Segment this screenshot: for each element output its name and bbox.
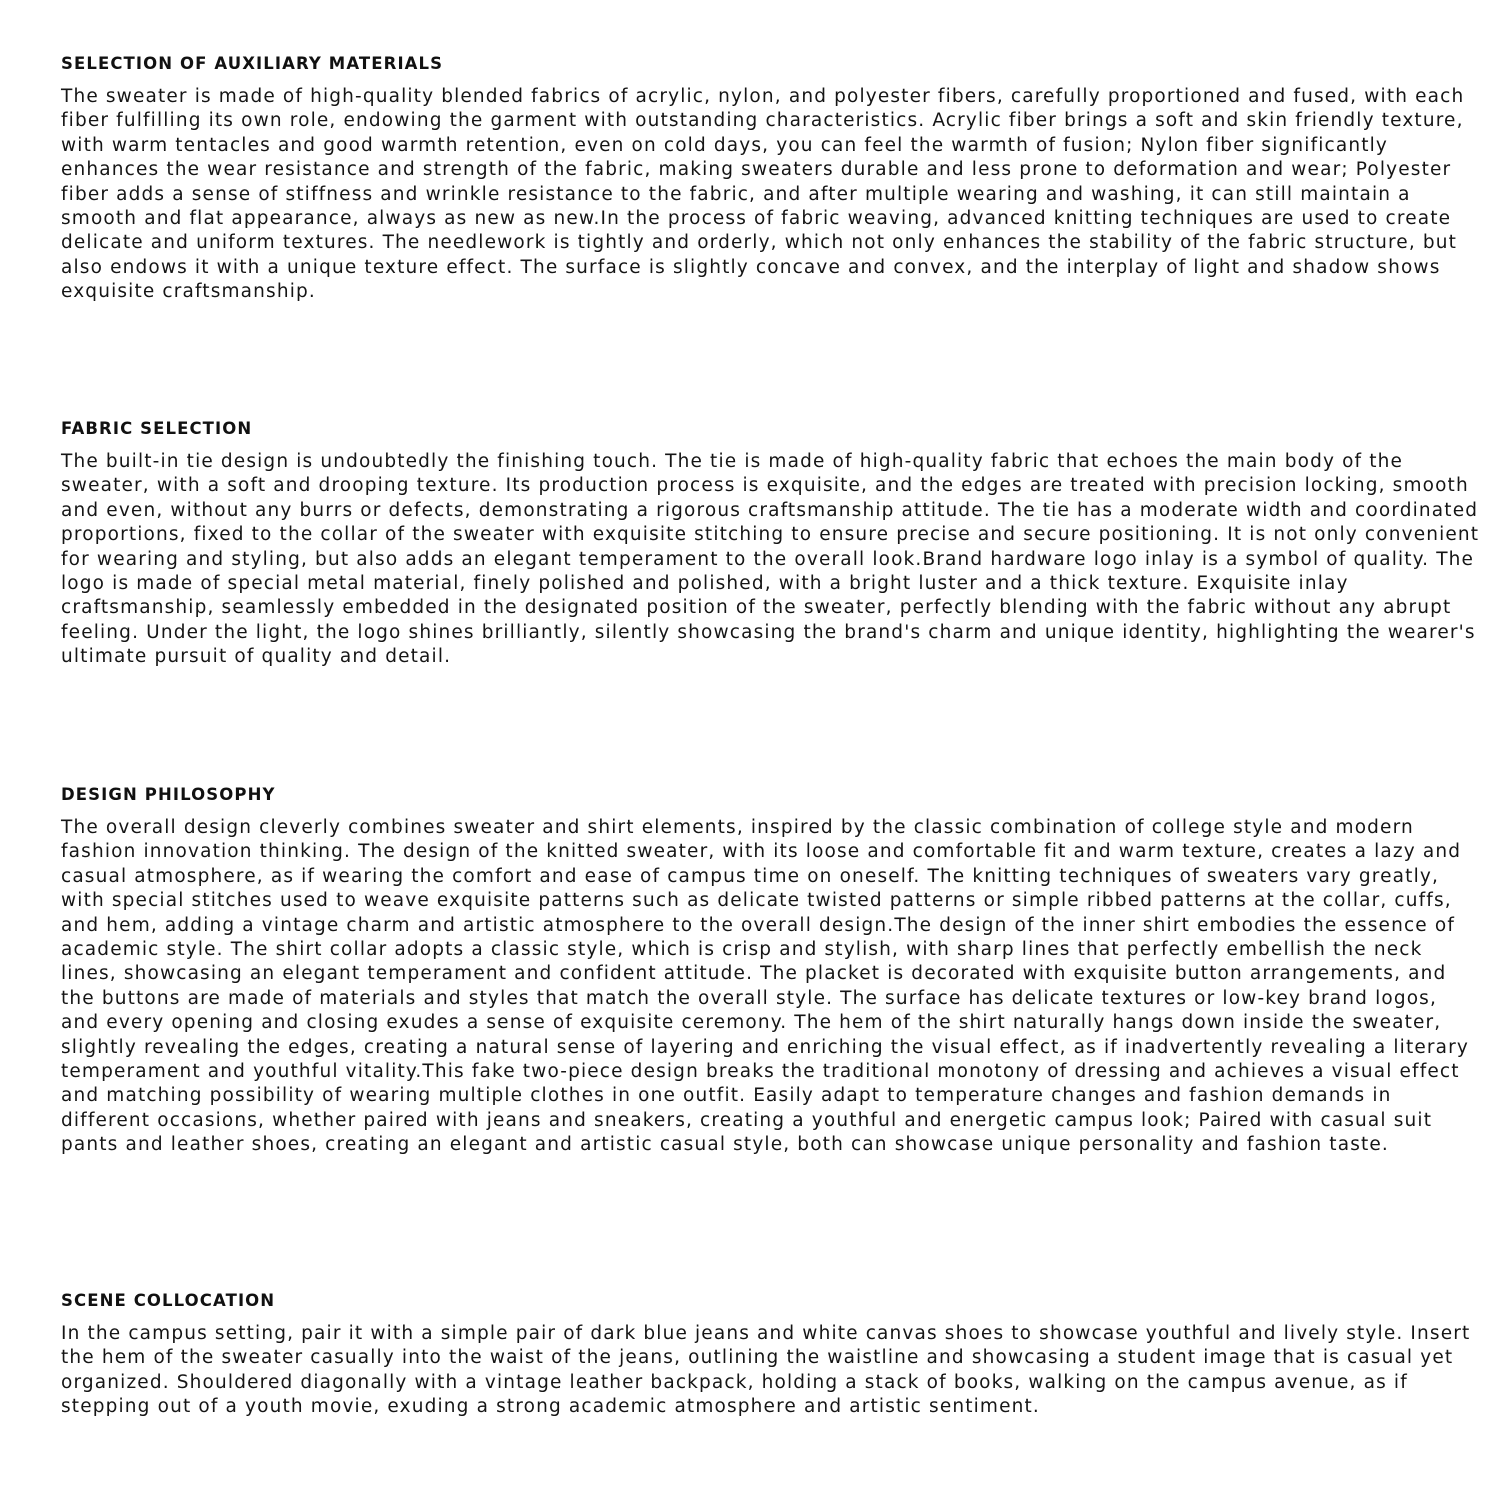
section-heading: FABRIC SELECTION [61,419,253,438]
section-body: The overall design cleverly combines sweater and shirt elements, inspired by the classic combination of college style and modern fashion innovation thinking. The design of the knitted sweater, with its loose and comfortable fit and warm texture, creates a lazy and casual atmosphere, as if wearing the comfort and ease of campus time on oneself. The knitting techniques of sweaters vary greatly, with special stitches used to weave exquisite patterns such as delicate twisted patterns or simple ribbed patterns at the collar, cuffs, and hem, adding a vintage charm and artistic atmosphere to the overall design.The design of the inner shirt embodies the essence of academic style. The shirt collar adopts a classic style, which is crisp and stylish, with sharp lines that perfectly embellish the neck lines, showcasing an elegant temperament and confident attitude. The placket is decorated with exquisite button arrangements, and the buttons are made of materials and styles that match the overall style. The surface has delicate textures or low-key brand logos, and every opening and closing exudes a sense of exquisite ceremony. The hem of the shirt naturally hangs down inside the sweater, slightly revealing the edges, creating a natural sense of layering and enriching the visual effect, as if inadvertently revealing a literary temperament and youthful vitality.This fake two-piece design breaks the traditional monotony of dressing and achieves a visual effect and matching possibility of wearing multiple clothes in one outfit. Easily adapt to temperature changes and fashion demands in different occasions, whether paired with jeans and sneakers, creating a youthful and energetic campus look; Paired with casual suit pants and leather shoes, creating an elegant and artistic casual style, both can showcase unique personality and fashion taste. [61,817,1469,1156]
section-body: The sweater is made of high-quality blended fabrics of acrylic, nylon, and polyester fibers, carefully proportioned and fused, with each fiber fulfilling its own role, endowing the garment with outstanding characteristics. Acrylic fiber brings a soft and skin friendly texture, with warm tentacles and good warmth retention, even on cold days, you can feel the warmth of fusion; Nylon fiber significantly enhances the wear resistance and strength of the fabric, making sweaters durable and less prone to deformation and wear; Polyester fiber adds a sense of stiffness and wrinkle resistance to the fabric, and after multiple wearing and washing, it can still maintain a smooth and flat appearance, always as new as new.In the process of fabric weaving, advanced knitting techniques are used to create delicate and uniform textures. The needlework is tightly and orderly, which not only enhances the stability of the fabric structure, but also endows it with a unique texture effect. The surface is slightly concave and convex, and the interplay of light and shadow shows exquisite craftsmanship. [61,86,1465,303]
section-auxiliary-materials [61,53,1481,305]
section-heading: SCENE COLLOCATION [61,1291,276,1310]
section-fabric-selection [61,418,1481,670]
section-design-philosophy [61,784,1481,1158]
section-heading: DESIGN PHILOSOPHY [61,785,276,804]
section-heading: SELECTION OF AUXILIARY MATERIALS [61,54,444,73]
section-body: The built-in tie design is undoubtedly the finishing touch. The tie is made of high-quality fabric that echoes the main body of the sweater, with a soft and drooping texture. Its production process is exquisite, and the edges are treated with precision locking, smooth and even, without any burrs or defects, demonstrating a rigorous craftsmanship attitude. The tie has a moderate width and coordinated proportions, fixed to the collar of the sweater with exquisite stitching to ensure precise and secure positioning. It is not only convenient for wearing and styling, but also adds an elegant temperament to the overall look.Brand hardware logo inlay is a symbol of quality. The logo is made of special metal material, finely polished and polished, with a bright luster and a thick texture. Exquisite inlay craftsmanship, seamlessly embedded in the designated position of the sweater, perfectly blending with the fabric without any abrupt feeling. Under the light, the logo shines brilliantly, silently showcasing the brand's charm and unique identity, highlighting the wearer's ultimate pursuit of quality and detail. [61,451,1480,668]
section-body: In the campus setting, pair it with a simple pair of dark blue jeans and white canvas shoes to showcase youthful and lively style. Insert the hem of the sweater casually into the waist of the jeans, outlining the waistline and showcasing a student image that is casual yet organized. Shouldered diagonally with a vintage leather backpack, holding a stack of books, walking on the campus avenue, as if stepping out of a youth movie, exuding a strong academic atmosphere and artistic sentiment. [61,1323,1471,1418]
section-scene-collocation [61,1290,1481,1420]
